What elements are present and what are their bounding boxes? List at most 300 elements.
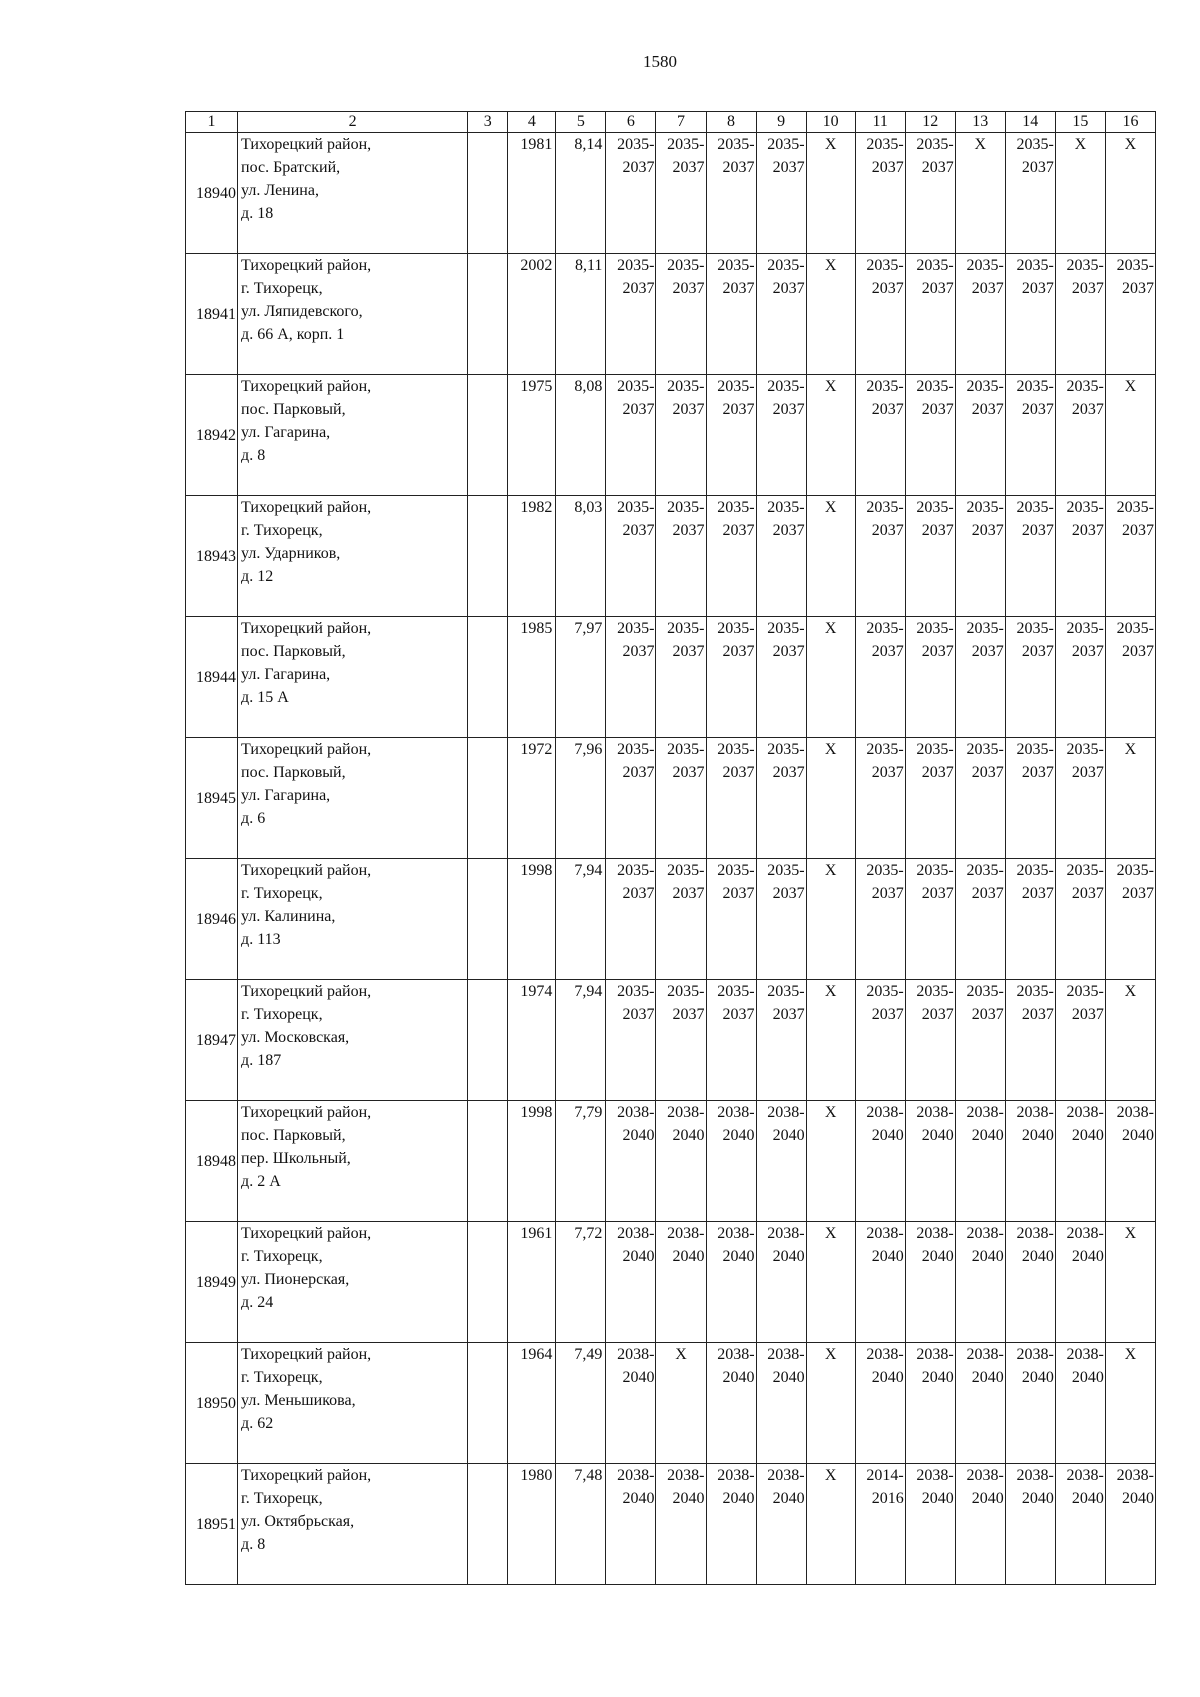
period-end: 2040 xyxy=(971,1248,1004,1265)
period-end: 2037 xyxy=(722,280,755,297)
address-line: Тихорецкий район, xyxy=(241,499,372,516)
period-cell xyxy=(1005,133,1055,254)
period-end: 2040 xyxy=(1071,1248,1104,1265)
address-line: д. 8 xyxy=(241,1536,266,1553)
period-end: 2040 xyxy=(772,1490,805,1507)
address-line: г. Тихорецк, xyxy=(241,1006,323,1023)
period-end: 2037 xyxy=(921,643,954,660)
not-applicable-cell: X xyxy=(806,1101,855,1222)
period-end: 2037 xyxy=(672,159,705,176)
period-start: 2035- xyxy=(1016,620,1054,637)
period-start: 2035- xyxy=(866,499,904,516)
period-end: 2040 xyxy=(971,1369,1004,1386)
period-start: 2038- xyxy=(767,1225,805,1242)
period-start: 2035- xyxy=(767,378,805,395)
address-line: д. 66 А, корп. 1 xyxy=(241,326,345,343)
period-start: 2035- xyxy=(1116,620,1154,637)
period-start: 2035- xyxy=(717,862,755,879)
period-cell xyxy=(955,254,1005,375)
period-end: 2037 xyxy=(1122,280,1154,297)
table-row xyxy=(186,859,1156,980)
period-cell xyxy=(1055,1464,1105,1585)
address-cell xyxy=(238,1464,468,1585)
value-cell: 7,49 xyxy=(556,1343,606,1464)
address-line: д. 24 xyxy=(241,1294,274,1311)
period-cell xyxy=(855,1101,905,1222)
column-number: 11 xyxy=(855,112,905,133)
year-cell: 1975 xyxy=(508,375,556,496)
period-start: 2035- xyxy=(866,620,904,637)
period-end: 2037 xyxy=(1071,280,1104,297)
period-cell xyxy=(1005,1101,1055,1222)
period-start: 2035- xyxy=(667,983,705,1000)
column-3-cell xyxy=(468,375,508,496)
address-line: ул. Московская, xyxy=(241,1029,350,1046)
period-cell xyxy=(955,1222,1005,1343)
period-start: 2038- xyxy=(617,1104,655,1121)
period-cell xyxy=(756,980,806,1101)
address-line: д. 15 А xyxy=(241,689,289,706)
period-end: 2037 xyxy=(772,885,805,902)
period-start: 2014- xyxy=(866,1467,904,1484)
period-start: 2035- xyxy=(916,741,954,758)
period-cell xyxy=(955,1343,1005,1464)
column-number: 2 xyxy=(238,112,468,133)
period-cell xyxy=(706,133,756,254)
period-cell xyxy=(955,496,1005,617)
period-cell xyxy=(955,980,1005,1101)
address-line: ул. Калинина, xyxy=(241,908,336,925)
period-start: 2038- xyxy=(1116,1104,1154,1121)
address-cell xyxy=(238,1343,468,1464)
column-number-row xyxy=(186,112,1156,133)
period-end: 2040 xyxy=(772,1369,805,1386)
period-start: 2038- xyxy=(717,1225,755,1242)
period-cell xyxy=(656,375,706,496)
period-cell xyxy=(756,1464,806,1585)
column-3-cell xyxy=(468,980,508,1101)
address-line: ул. Гагарина, xyxy=(241,424,331,441)
period-cell xyxy=(606,1222,656,1343)
period-cell xyxy=(756,133,806,254)
period-start: 2035- xyxy=(667,741,705,758)
address-line: д. 62 xyxy=(241,1415,274,1432)
period-start: 2035- xyxy=(617,862,655,879)
not-applicable-cell: X xyxy=(1105,375,1155,496)
period-end: 2040 xyxy=(1122,1490,1154,1507)
period-cell xyxy=(1005,496,1055,617)
period-cell xyxy=(706,738,756,859)
period-start: 2035- xyxy=(966,378,1004,395)
period-start: 2035- xyxy=(767,741,805,758)
period-cell xyxy=(606,859,656,980)
period-end: 2016 xyxy=(871,1490,904,1507)
address-line: д. 2 А xyxy=(241,1173,281,1190)
period-end: 2037 xyxy=(1122,643,1154,660)
address-line: д. 18 xyxy=(241,205,274,222)
period-start: 2038- xyxy=(966,1346,1004,1363)
period-cell xyxy=(1105,254,1155,375)
period-end: 2037 xyxy=(772,522,805,539)
period-cell xyxy=(706,1464,756,1585)
period-start: 2035- xyxy=(667,378,705,395)
period-cell xyxy=(1055,1343,1105,1464)
period-cell xyxy=(1055,1101,1105,1222)
period-cell xyxy=(606,1101,656,1222)
address-line: Тихорецкий район, xyxy=(241,257,372,274)
row-number: 18951 xyxy=(186,1464,238,1585)
period-cell xyxy=(706,375,756,496)
not-applicable-cell: X xyxy=(656,1343,706,1464)
column-3-cell xyxy=(468,1101,508,1222)
period-start: 2035- xyxy=(667,862,705,879)
period-cell xyxy=(905,496,955,617)
period-start: 2035- xyxy=(1016,136,1054,153)
column-3-cell xyxy=(468,254,508,375)
column-3-cell xyxy=(468,1343,508,1464)
period-end: 2037 xyxy=(722,159,755,176)
column-number: 5 xyxy=(556,112,606,133)
period-cell xyxy=(756,375,806,496)
period-cell xyxy=(656,254,706,375)
period-end: 2037 xyxy=(921,1006,954,1023)
period-cell xyxy=(1055,980,1105,1101)
period-end: 2037 xyxy=(1021,522,1054,539)
address-cell xyxy=(238,375,468,496)
period-cell xyxy=(1005,617,1055,738)
column-3-cell xyxy=(468,738,508,859)
period-end: 2040 xyxy=(672,1490,705,1507)
period-end: 2037 xyxy=(871,885,904,902)
period-start: 2038- xyxy=(1066,1104,1104,1121)
address-line: ул. Пионерская, xyxy=(241,1271,350,1288)
period-cell xyxy=(1105,859,1155,980)
period-start: 2038- xyxy=(617,1225,655,1242)
column-number: 15 xyxy=(1055,112,1105,133)
period-start: 2035- xyxy=(1016,257,1054,274)
period-start: 2038- xyxy=(617,1346,655,1363)
value-cell: 7,94 xyxy=(556,859,606,980)
period-cell xyxy=(855,496,905,617)
period-cell xyxy=(905,1343,955,1464)
not-applicable-cell: X xyxy=(955,133,1005,254)
not-applicable-cell: X xyxy=(806,1343,855,1464)
period-start: 2038- xyxy=(1116,1467,1154,1484)
period-start: 2038- xyxy=(1066,1346,1104,1363)
period-start: 2035- xyxy=(667,136,705,153)
period-start: 2038- xyxy=(717,1467,755,1484)
period-cell xyxy=(955,738,1005,859)
period-start: 2035- xyxy=(916,136,954,153)
period-cell xyxy=(606,254,656,375)
period-start: 2035- xyxy=(617,620,655,637)
address-line: г. Тихорецк, xyxy=(241,885,323,902)
period-start: 2035- xyxy=(916,983,954,1000)
period-start: 2035- xyxy=(767,499,805,516)
period-start: 2035- xyxy=(1066,378,1104,395)
value-cell: 8,14 xyxy=(556,133,606,254)
period-end: 2037 xyxy=(772,643,805,660)
year-cell: 1982 xyxy=(508,496,556,617)
period-end: 2037 xyxy=(921,522,954,539)
period-cell xyxy=(606,1343,656,1464)
address-line: ул. Гагарина, xyxy=(241,666,331,683)
period-start: 2035- xyxy=(1016,983,1054,1000)
period-start: 2035- xyxy=(966,862,1004,879)
column-number: 1 xyxy=(186,112,238,133)
period-start: 2035- xyxy=(1016,378,1054,395)
address-line: д. 6 xyxy=(241,810,266,827)
address-line: Тихорецкий район, xyxy=(241,136,372,153)
address-line: д. 187 xyxy=(241,1052,282,1069)
period-start: 2035- xyxy=(617,136,655,153)
period-end: 2037 xyxy=(622,159,655,176)
period-end: 2040 xyxy=(622,1248,655,1265)
period-cell xyxy=(1055,859,1105,980)
period-start: 2038- xyxy=(767,1346,805,1363)
period-end: 2037 xyxy=(772,1006,805,1023)
period-cell xyxy=(606,375,656,496)
period-cell xyxy=(706,254,756,375)
row-number: 18948 xyxy=(186,1101,238,1222)
period-cell xyxy=(756,1222,806,1343)
period-start: 2035- xyxy=(966,983,1004,1000)
not-applicable-cell: X xyxy=(1105,738,1155,859)
period-start: 2035- xyxy=(966,257,1004,274)
period-start: 2035- xyxy=(717,741,755,758)
column-number: 16 xyxy=(1105,112,1155,133)
period-start: 2038- xyxy=(667,1225,705,1242)
period-end: 2037 xyxy=(871,1006,904,1023)
address-line: д. 12 xyxy=(241,568,274,585)
period-end: 2037 xyxy=(622,643,655,660)
period-cell xyxy=(656,1222,706,1343)
period-cell xyxy=(756,859,806,980)
not-applicable-cell: X xyxy=(806,980,855,1101)
period-start: 2035- xyxy=(966,620,1004,637)
period-cell xyxy=(656,980,706,1101)
address-cell xyxy=(238,133,468,254)
period-end: 2037 xyxy=(1021,643,1054,660)
period-cell xyxy=(756,738,806,859)
period-start: 2035- xyxy=(767,862,805,879)
period-cell xyxy=(1105,1464,1155,1585)
period-end: 2037 xyxy=(672,764,705,781)
period-start: 2035- xyxy=(617,378,655,395)
period-end: 2037 xyxy=(1071,401,1104,418)
period-start: 2035- xyxy=(866,862,904,879)
period-cell xyxy=(606,617,656,738)
period-cell xyxy=(955,375,1005,496)
period-start: 2035- xyxy=(717,378,755,395)
period-cell xyxy=(1005,254,1055,375)
period-cell xyxy=(606,738,656,859)
row-number: 18949 xyxy=(186,1222,238,1343)
year-cell: 1985 xyxy=(508,617,556,738)
period-start: 2035- xyxy=(717,620,755,637)
period-end: 2040 xyxy=(971,1490,1004,1507)
period-end: 2037 xyxy=(921,159,954,176)
period-start: 2035- xyxy=(966,741,1004,758)
period-start: 2038- xyxy=(667,1467,705,1484)
table-row xyxy=(186,1101,1156,1222)
not-applicable-cell: X xyxy=(806,859,855,980)
period-start: 2038- xyxy=(866,1104,904,1121)
value-cell: 8,03 xyxy=(556,496,606,617)
period-start: 2035- xyxy=(1116,499,1154,516)
period-cell xyxy=(855,617,905,738)
period-end: 2037 xyxy=(622,401,655,418)
period-start: 2035- xyxy=(866,257,904,274)
address-line: ул. Ударников, xyxy=(241,545,341,562)
period-cell xyxy=(1105,496,1155,617)
address-line: г. Тихорецк, xyxy=(241,1490,323,1507)
column-3-cell xyxy=(468,859,508,980)
address-line: ул. Меньшикова, xyxy=(241,1392,356,1409)
value-cell: 7,48 xyxy=(556,1464,606,1585)
period-end: 2037 xyxy=(1071,643,1104,660)
not-applicable-cell: X xyxy=(806,496,855,617)
period-start: 2038- xyxy=(1016,1225,1054,1242)
period-cell xyxy=(905,738,955,859)
not-applicable-cell: X xyxy=(806,617,855,738)
row-number: 18945 xyxy=(186,738,238,859)
address-cell xyxy=(238,980,468,1101)
period-end: 2040 xyxy=(622,1490,655,1507)
period-cell xyxy=(855,1464,905,1585)
row-number: 18944 xyxy=(186,617,238,738)
repair-schedule-table xyxy=(185,111,1156,1585)
period-cell xyxy=(656,1101,706,1222)
period-start: 2035- xyxy=(717,136,755,153)
period-start: 2035- xyxy=(667,257,705,274)
period-end: 2037 xyxy=(622,522,655,539)
period-start: 2038- xyxy=(866,1225,904,1242)
period-end: 2037 xyxy=(772,280,805,297)
period-start: 2035- xyxy=(767,257,805,274)
table-row xyxy=(186,496,1156,617)
period-end: 2037 xyxy=(971,1006,1004,1023)
period-end: 2037 xyxy=(622,764,655,781)
period-end: 2040 xyxy=(1021,1369,1054,1386)
year-cell: 1998 xyxy=(508,1101,556,1222)
period-start: 2035- xyxy=(617,741,655,758)
column-number: 7 xyxy=(656,112,706,133)
period-end: 2037 xyxy=(871,401,904,418)
period-start: 2035- xyxy=(1116,257,1154,274)
period-cell xyxy=(706,980,756,1101)
year-cell: 1972 xyxy=(508,738,556,859)
address-line: Тихорецкий район, xyxy=(241,620,372,637)
period-start: 2038- xyxy=(1066,1467,1104,1484)
period-end: 2040 xyxy=(1021,1490,1054,1507)
value-cell: 7,96 xyxy=(556,738,606,859)
period-start: 2035- xyxy=(966,499,1004,516)
period-cell xyxy=(955,1464,1005,1585)
period-end: 2037 xyxy=(1071,764,1104,781)
period-start: 2038- xyxy=(966,1104,1004,1121)
period-cell xyxy=(756,617,806,738)
period-end: 2037 xyxy=(672,643,705,660)
period-end: 2037 xyxy=(1071,1006,1104,1023)
period-end: 2037 xyxy=(971,522,1004,539)
period-start: 2038- xyxy=(717,1104,755,1121)
period-cell xyxy=(1105,617,1155,738)
period-cell xyxy=(855,254,905,375)
not-applicable-cell: X xyxy=(1055,133,1105,254)
address-cell xyxy=(238,617,468,738)
period-cell xyxy=(756,1343,806,1464)
address-line: пос. Парковый, xyxy=(241,764,346,781)
period-start: 2038- xyxy=(1016,1104,1054,1121)
period-start: 2035- xyxy=(1066,741,1104,758)
period-cell xyxy=(1105,1101,1155,1222)
address-line: ул. Ленина, xyxy=(241,182,319,199)
address-line: г. Тихорецк, xyxy=(241,1369,323,1386)
period-end: 2040 xyxy=(921,1369,954,1386)
period-start: 2035- xyxy=(717,257,755,274)
period-cell xyxy=(656,617,706,738)
column-number: 12 xyxy=(905,112,955,133)
period-start: 2035- xyxy=(916,257,954,274)
column-number: 6 xyxy=(606,112,656,133)
period-end: 2040 xyxy=(772,1248,805,1265)
period-cell xyxy=(855,738,905,859)
period-start: 2038- xyxy=(617,1467,655,1484)
not-applicable-cell: X xyxy=(806,133,855,254)
period-end: 2040 xyxy=(1071,1369,1104,1386)
address-cell xyxy=(238,1101,468,1222)
period-end: 2037 xyxy=(722,1006,755,1023)
table-row xyxy=(186,980,1156,1101)
address-line: Тихорецкий район, xyxy=(241,1225,372,1242)
row-number: 18947 xyxy=(186,980,238,1101)
period-start: 2035- xyxy=(617,257,655,274)
period-start: 2035- xyxy=(916,499,954,516)
period-end: 2037 xyxy=(871,764,904,781)
period-start: 2035- xyxy=(916,620,954,637)
period-end: 2037 xyxy=(1122,885,1154,902)
page-number: 1580 xyxy=(643,52,677,71)
period-start: 2035- xyxy=(767,620,805,637)
period-start: 2038- xyxy=(966,1467,1004,1484)
period-cell xyxy=(1055,738,1105,859)
period-end: 2037 xyxy=(772,764,805,781)
period-cell xyxy=(706,1222,756,1343)
table-row xyxy=(186,1464,1156,1585)
address-line: Тихорецкий район, xyxy=(241,378,372,395)
period-cell xyxy=(955,859,1005,980)
period-start: 2038- xyxy=(1016,1467,1054,1484)
address-line: пос. Парковый, xyxy=(241,401,346,418)
address-line: ул. Ляпидевского, xyxy=(241,303,363,320)
period-start: 2038- xyxy=(717,1346,755,1363)
period-end: 2037 xyxy=(772,401,805,418)
period-cell xyxy=(955,617,1005,738)
period-cell xyxy=(905,1464,955,1585)
period-cell xyxy=(656,738,706,859)
year-cell: 1980 xyxy=(508,1464,556,1585)
period-end: 2037 xyxy=(1021,401,1054,418)
table-body xyxy=(186,112,1156,1585)
period-end: 2037 xyxy=(1021,280,1054,297)
period-end: 2040 xyxy=(672,1127,705,1144)
period-end: 2037 xyxy=(722,522,755,539)
period-end: 2037 xyxy=(1122,522,1154,539)
period-end: 2040 xyxy=(871,1127,904,1144)
column-number: 14 xyxy=(1005,112,1055,133)
column-3-cell xyxy=(468,617,508,738)
